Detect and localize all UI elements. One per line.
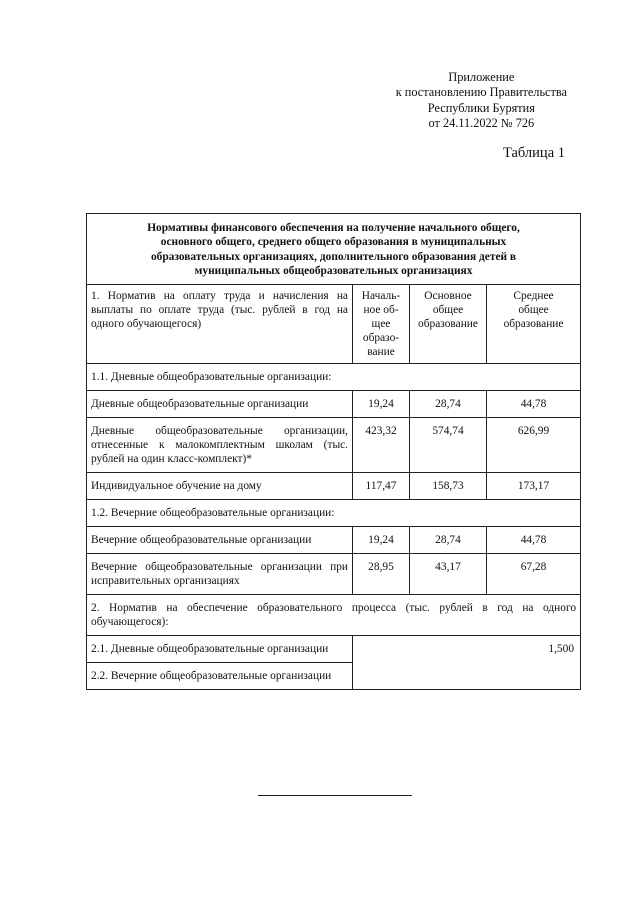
- appendix-line: Республики Бурятия: [427, 100, 535, 115]
- row-label: Вечерние общеобразовательные организации: [87, 527, 353, 554]
- col-header-line: вание: [367, 346, 395, 359]
- value-secondary: 67,28: [487, 554, 581, 595]
- col-header-line: образование: [418, 318, 478, 331]
- table-label: Таблица 1: [502, 145, 565, 161]
- section2-title: 2. Норматив на обеспечение образовательного процесса (тыс. рублей в год на одного обучающегося):: [87, 595, 581, 636]
- table-row: [87, 473, 581, 500]
- appendix-block: [396, 70, 567, 131]
- appendix-line: к постановлению Правительства: [395, 85, 567, 100]
- section1-title: 1. Норматив на оплату труда и начисления на выплаты по оплате труда (тыс. рублей в год на одного обучающегося): [87, 285, 353, 364]
- value-primary: 117,47: [353, 473, 410, 500]
- col-primary-header: [353, 285, 410, 364]
- value-basic: 28,74: [410, 391, 487, 418]
- col-header-line: образование: [503, 318, 564, 331]
- section2-row: [87, 595, 581, 636]
- row-label: Дневные общеобразовательные организации: [87, 391, 353, 418]
- value-secondary: 44,78: [487, 527, 581, 554]
- col-header-line: Основное: [424, 290, 472, 303]
- group-row-evening: [87, 500, 581, 527]
- value-primary: 28,95: [353, 554, 410, 595]
- col-header-line: щее: [371, 318, 391, 331]
- col-header-line: ное об-: [363, 304, 399, 317]
- table-row: [87, 391, 581, 418]
- group-evening-label: 1.2. Вечерние общеобразовательные организации:: [87, 500, 581, 527]
- norms-table: [86, 213, 581, 690]
- group-row-day: [87, 364, 581, 391]
- row-label: 2.2. Вечерние общеобразовательные организации: [87, 663, 353, 690]
- table-row: [87, 636, 581, 663]
- title-line: образовательных организациях, дополнительного образования детей в: [150, 250, 517, 263]
- value-secondary: 173,17: [487, 473, 581, 500]
- title-line: муниципальных общеобразовательных организациях: [194, 264, 473, 277]
- table-title-row: [87, 214, 581, 285]
- appendix-line: Приложение: [448, 70, 515, 84]
- closing-rule: [258, 795, 412, 796]
- value-primary: 19,24: [353, 391, 410, 418]
- value-secondary: 626,99: [487, 418, 581, 473]
- title-line: Нормативы финансового обеспечения на получение начального общего,: [147, 222, 520, 234]
- col-basic-header: [410, 285, 487, 364]
- value-basic: 574,74: [410, 418, 487, 473]
- value-basic: 28,74: [410, 527, 487, 554]
- col-secondary-header: [487, 285, 581, 364]
- row-label: 2.1. Дневные общеобразовательные организации: [87, 636, 353, 663]
- table-row: [87, 418, 581, 473]
- col-header-line: образо-: [362, 332, 400, 345]
- value-basic: 158,73: [410, 473, 487, 500]
- row-label: Индивидуальное обучение на дому: [87, 473, 353, 500]
- table-row: [87, 554, 581, 595]
- section2-value: 1,500: [353, 636, 581, 690]
- header-row: [87, 285, 581, 364]
- value-primary: 423,32: [353, 418, 410, 473]
- col-header-line: Среднее: [513, 290, 554, 303]
- col-header-line: общее: [518, 304, 549, 317]
- value-basic: 43,17: [410, 554, 487, 595]
- table-title: [87, 214, 581, 285]
- row-label: Дневные общеобразовательные организации, отнесенные к малокомплектным школам (тыс. рублей на один класс-комплект)*: [87, 418, 353, 473]
- value-secondary: 44,78: [487, 391, 581, 418]
- col-header-line: общее: [432, 304, 464, 317]
- group-day-label: 1.1. Дневные общеобразовательные организации:: [87, 364, 581, 391]
- row-label: Вечерние общеобразовательные организации при исправительных организациях: [87, 554, 353, 595]
- appendix-line: от 24.11.2022 № 726: [428, 115, 535, 130]
- col-header-line: Началь-: [361, 290, 401, 303]
- title-line: основного общего, среднего общего образования в муниципальных: [160, 236, 507, 249]
- value-primary: 19,24: [353, 527, 410, 554]
- table-row: [87, 527, 581, 554]
